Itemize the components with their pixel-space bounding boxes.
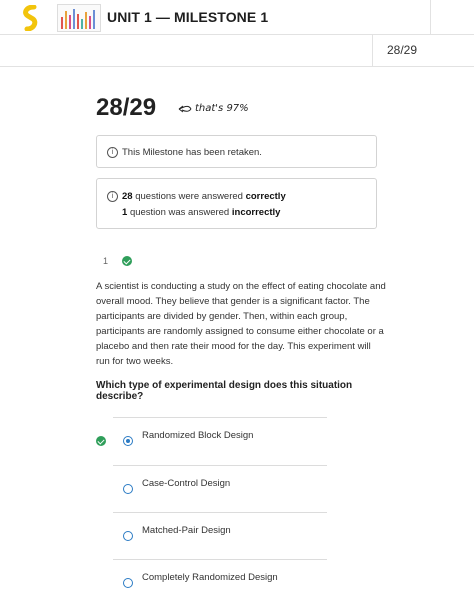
check-circle-icon [96, 436, 106, 446]
course-title: UNIT 1 — MILESTONE 1 [107, 9, 269, 25]
radio-icon[interactable] [123, 531, 133, 541]
correct-count: 28 [122, 191, 133, 202]
score-heading: 28/29 [96, 94, 157, 121]
check-circle-icon [122, 256, 132, 266]
divider [372, 34, 373, 66]
option-divider [113, 465, 327, 466]
sophia-logo-icon[interactable] [20, 5, 42, 31]
correct-word: correctly [245, 191, 286, 202]
top-bar [0, 0, 474, 35]
progress-count: 28/29 [387, 43, 418, 57]
incorrect-word: incorrectly [231, 207, 281, 218]
correct-summary [122, 191, 286, 202]
results-summary [96, 178, 377, 229]
handwritten-annotation [176, 103, 249, 114]
incorrect-summary [122, 207, 280, 218]
retaken-notice [96, 135, 377, 168]
info-icon: i [107, 191, 118, 202]
option-divider [113, 417, 327, 418]
course-thumbnail [57, 4, 101, 32]
annotation-text: that's 97% [195, 103, 249, 114]
progress-bar [0, 34, 474, 67]
question-number: 1 [103, 256, 109, 266]
incorrect-text: question was answered [129, 207, 230, 218]
correct-text: questions were answered [135, 191, 243, 202]
info-icon: i [107, 147, 118, 158]
option-label[interactable]: Case-Control Design [142, 478, 231, 489]
question-text: Which type of experimental design does this situation describe? [96, 380, 353, 402]
incorrect-count: 1 [122, 207, 128, 218]
radio-icon[interactable] [123, 484, 133, 494]
retaken-text: This Milestone has been retaken. [122, 147, 262, 158]
option-divider [113, 559, 327, 560]
option-label[interactable]: Completely Randomized Design [142, 572, 278, 583]
option-label[interactable]: Randomized Block Design [142, 430, 254, 441]
option-divider [113, 512, 327, 513]
radio-icon[interactable] [123, 436, 133, 446]
option-label[interactable]: Matched-Pair Design [142, 525, 231, 536]
question-prompt: A scientist is conducting a study on the effect of eating chocolate and overall mood. They believe that gender is a significant factor. The participants are divided by gender. Then, within each group, participants are randomly assigned to consume either chocolate or a placebo and then rate their mood for the day. This experiment will run for two weeks. [96, 281, 386, 367]
arrow-annotation-icon [176, 104, 192, 114]
divider [430, 0, 431, 34]
radio-icon[interactable] [123, 578, 133, 588]
